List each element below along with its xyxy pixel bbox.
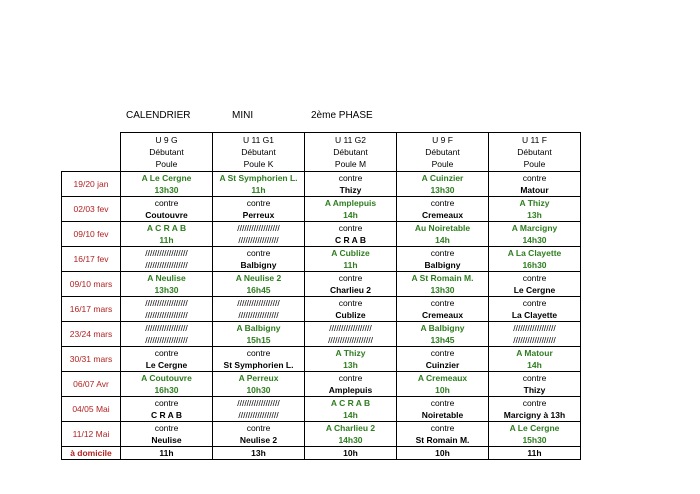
match-line-bottom: 14h30 — [338, 435, 363, 445]
date-cell: 02/03 fev — [62, 197, 121, 222]
match-cell — [213, 322, 305, 347]
match-line-top: A St Romain M. — [411, 273, 474, 283]
match-line-top: A C R A B — [146, 223, 187, 233]
match-line-bottom: Le Cergne — [145, 360, 188, 370]
match-line-bottom: 14h30 — [522, 235, 547, 245]
match-cell — [397, 322, 489, 347]
match-line-top: ////////////////// — [145, 298, 188, 308]
match-line-bottom: 14h — [343, 410, 358, 420]
match-line-top: A Charlieu 2 — [325, 423, 376, 433]
table-row — [62, 347, 581, 372]
home-time-cell: 10h — [305, 447, 397, 460]
date-cell: 09/10 fev — [62, 222, 121, 247]
match-line-top: A Matour — [516, 348, 553, 358]
match-cell — [121, 422, 213, 447]
date-cell: 06/07 Avr — [62, 372, 121, 397]
match-cell — [305, 347, 397, 372]
match-cell — [489, 372, 581, 397]
table-row — [62, 272, 581, 297]
match-line-bottom: Balbigny — [240, 260, 277, 270]
date-cell: 30/31 mars — [62, 347, 121, 372]
calendar-title: CALENDRIER — [126, 110, 191, 121]
match-line-top: A Thizy — [519, 198, 550, 208]
match-line-bottom: C R A B — [334, 235, 366, 245]
match-line-bottom: 16h30 — [522, 260, 547, 270]
match-line-top: A Le Cergne — [141, 173, 192, 183]
match-cell — [121, 197, 213, 222]
table-row — [62, 422, 581, 447]
table-row — [62, 297, 581, 322]
match-line-bottom: 15h15 — [246, 335, 271, 345]
match-cell — [305, 372, 397, 397]
match-cell — [397, 347, 489, 372]
match-line-bottom: 14h — [343, 210, 358, 220]
match-line-top: contre — [430, 423, 455, 433]
table-row — [62, 172, 581, 197]
match-cell — [397, 372, 489, 397]
match-line-bottom: 10h30 — [246, 385, 271, 395]
match-line-bottom: Thizy — [339, 185, 362, 195]
match-line-top: contre — [430, 198, 455, 208]
match-line-bottom: Thizy — [523, 385, 546, 395]
match-line-top: ////////////////// — [145, 248, 188, 258]
match-line-bottom: Charlieu 2 — [329, 285, 372, 295]
match-line-bottom: C R A B — [150, 410, 182, 420]
match-line-bottom: 13h30 — [430, 285, 455, 295]
date-cell: 09/10 mars — [62, 272, 121, 297]
match-line-top: A Amplepuis — [324, 198, 377, 208]
date-cell: 16/17 fev — [62, 247, 121, 272]
date-cell: 23/24 mars — [62, 322, 121, 347]
match-cell — [489, 172, 581, 197]
match-cell — [305, 422, 397, 447]
match-line-top: A C R A B — [330, 398, 371, 408]
match-cell — [305, 197, 397, 222]
home-times-row — [62, 447, 581, 460]
match-cell — [305, 297, 397, 322]
match-line-top: A La Clayette — [507, 248, 562, 258]
match-cell — [397, 397, 489, 422]
match-line-bottom: ///////////////// — [238, 310, 279, 320]
date-cell: 04/05 Mai — [62, 397, 121, 422]
match-line-top: A Le Cergne — [509, 423, 560, 433]
match-cell — [121, 322, 213, 347]
match-line-top: contre — [246, 198, 271, 208]
match-line-bottom: La Clayette — [511, 310, 558, 320]
match-line-bottom: 13h30 — [154, 185, 179, 195]
match-line-top: ////////////////// — [237, 223, 280, 233]
match-line-top: contre — [246, 423, 271, 433]
match-cell — [305, 272, 397, 297]
column-header: U 9 G Débutant Poule — [121, 133, 213, 172]
match-cell — [489, 422, 581, 447]
match-cell — [121, 297, 213, 322]
match-line-top: contre — [246, 248, 271, 258]
phase-title: 2ème PHASE — [311, 110, 373, 121]
match-line-top: A Balbigny — [420, 323, 465, 333]
match-cell — [489, 222, 581, 247]
header-row — [62, 133, 581, 172]
table-row — [62, 322, 581, 347]
match-line-top: contre — [430, 298, 455, 308]
match-line-top: contre — [154, 348, 179, 358]
match-line-bottom: Perreux — [242, 210, 275, 220]
match-line-bottom: 13h — [343, 360, 358, 370]
match-line-top: contre — [154, 423, 179, 433]
match-line-bottom: 13h30 — [430, 185, 455, 195]
schedule-table — [61, 132, 581, 460]
match-line-top: A St Symphorien L. — [219, 173, 298, 183]
column-header: U 11 G1 Débutant Poule K — [213, 133, 305, 172]
match-line-bottom: ////////////////// — [145, 335, 188, 345]
column-header: U 9 F Débutant Poule — [397, 133, 489, 172]
match-line-top: A Perreux — [238, 373, 279, 383]
home-time-cell: 13h — [213, 447, 305, 460]
match-cell — [489, 247, 581, 272]
match-cell — [489, 272, 581, 297]
date-cell: 11/12 Mai — [62, 422, 121, 447]
match-line-bottom: 13h45 — [430, 335, 455, 345]
table-row — [62, 197, 581, 222]
match-line-bottom: 16h45 — [246, 285, 271, 295]
match-line-top: A Cremeaux — [417, 373, 468, 383]
match-cell — [121, 372, 213, 397]
home-time-cell: 10h — [397, 447, 489, 460]
match-line-bottom: /////////////////// — [328, 335, 373, 345]
match-line-top: contre — [338, 173, 363, 183]
match-cell — [305, 397, 397, 422]
match-cell — [305, 222, 397, 247]
match-line-top: contre — [522, 373, 547, 383]
match-line-bottom: Balbigny — [424, 260, 461, 270]
match-cell — [489, 322, 581, 347]
match-line-top: contre — [430, 398, 455, 408]
match-line-top: A Coutouvre — [141, 373, 192, 383]
match-cell — [213, 297, 305, 322]
column-header: U 11 G2 Débutant Poule M — [305, 133, 397, 172]
match-cell — [213, 222, 305, 247]
match-line-bottom: Le Cergne — [513, 285, 556, 295]
match-cell — [213, 347, 305, 372]
match-line-bottom: 11h — [343, 260, 358, 270]
match-cell — [121, 247, 213, 272]
match-line-bottom: Coutouvre — [145, 210, 188, 220]
match-line-top: contre — [338, 373, 363, 383]
match-cell — [121, 272, 213, 297]
match-line-bottom: 14h — [527, 360, 542, 370]
match-line-top: contre — [338, 273, 363, 283]
match-line-bottom: 14h — [435, 235, 450, 245]
match-cell — [121, 397, 213, 422]
match-line-top: A Cuinzier — [421, 173, 464, 183]
match-line-bottom: ////////////////// — [513, 335, 556, 345]
match-line-bottom: 10h — [435, 385, 450, 395]
match-cell — [489, 347, 581, 372]
match-line-bottom: Matour — [520, 185, 549, 195]
match-cell — [213, 172, 305, 197]
match-line-bottom: ///////////////// — [238, 235, 279, 245]
date-cell: 16/17 mars — [62, 297, 121, 322]
match-line-top: ////////////////// — [237, 398, 280, 408]
match-line-top: contre — [246, 348, 271, 358]
match-line-top: ////////////////// — [513, 323, 556, 333]
match-line-bottom: St Symphorien L. — [223, 360, 294, 370]
home-time-cell: 11h — [489, 447, 581, 460]
match-line-top: contre — [154, 198, 179, 208]
match-cell — [397, 197, 489, 222]
match-cell — [305, 172, 397, 197]
match-line-bottom: St Romain M. — [415, 435, 470, 445]
match-line-bottom: 13h — [527, 210, 542, 220]
match-line-top: Au Noiretable — [414, 223, 471, 233]
match-line-bottom: Marcigny à 13h — [503, 410, 566, 420]
match-line-top: A Balbigny — [236, 323, 281, 333]
match-line-top: A Thizy — [335, 348, 366, 358]
match-cell — [397, 247, 489, 272]
match-line-top: A Cublize — [331, 248, 370, 258]
match-line-top: ////////////////// — [237, 298, 280, 308]
match-line-bottom: ///////////////// — [238, 410, 279, 420]
match-line-top: contre — [522, 273, 547, 283]
match-line-bottom: Cremeaux — [421, 210, 464, 220]
match-line-top: ////////////////// — [329, 323, 372, 333]
match-cell — [489, 397, 581, 422]
match-cell — [397, 272, 489, 297]
match-cell — [213, 197, 305, 222]
match-cell — [213, 247, 305, 272]
match-line-top: contre — [338, 298, 363, 308]
match-line-bottom: 16h30 — [154, 385, 179, 395]
match-line-top: contre — [522, 298, 547, 308]
match-cell — [213, 272, 305, 297]
match-cell — [397, 172, 489, 197]
match-line-top: A Neulise 2 — [235, 273, 282, 283]
table-row — [62, 222, 581, 247]
match-line-bottom: 11h — [159, 235, 174, 245]
match-line-bottom: Cublize — [335, 310, 366, 320]
date-cell: 19/20 jan — [62, 172, 121, 197]
match-line-bottom: Neulise 2 — [239, 435, 278, 445]
match-cell — [121, 347, 213, 372]
match-line-top: contre — [430, 348, 455, 358]
match-line-bottom: Cuinzier — [425, 360, 460, 370]
match-line-top: A Neulise — [147, 273, 186, 283]
match-line-bottom: 11h — [251, 185, 266, 195]
match-line-top: ////////////////// — [145, 323, 188, 333]
corner-cell — [62, 133, 121, 172]
match-line-bottom: Neulise — [151, 435, 182, 445]
match-cell — [397, 222, 489, 247]
match-cell — [213, 397, 305, 422]
table-row — [62, 247, 581, 272]
column-header: U 11 F Débutant Poule — [489, 133, 581, 172]
match-cell — [489, 297, 581, 322]
match-line-bottom: Noiretable — [421, 410, 464, 420]
match-cell — [489, 197, 581, 222]
table-row — [62, 372, 581, 397]
table-row — [62, 397, 581, 422]
match-line-top: contre — [338, 223, 363, 233]
match-line-top: contre — [154, 398, 179, 408]
match-cell — [213, 372, 305, 397]
match-cell — [305, 322, 397, 347]
home-time-cell: 11h — [121, 447, 213, 460]
match-line-bottom: ////////////////// — [145, 310, 188, 320]
match-line-bottom: 15h30 — [522, 435, 547, 445]
home-label: à domicile — [62, 447, 121, 460]
match-line-bottom: Cremeaux — [421, 310, 464, 320]
match-cell — [397, 297, 489, 322]
match-line-bottom: Amplepuis — [328, 385, 373, 395]
match-line-top: A Marcigny — [511, 223, 558, 233]
match-line-top: contre — [522, 173, 547, 183]
match-line-top: contre — [522, 398, 547, 408]
match-cell — [305, 247, 397, 272]
match-line-bottom: 13h30 — [154, 285, 179, 295]
match-cell — [121, 172, 213, 197]
match-cell — [121, 222, 213, 247]
match-line-bottom: ////////////////// — [145, 260, 188, 270]
category-title: MINI — [232, 110, 254, 121]
match-line-top: contre — [430, 248, 455, 258]
match-cell — [397, 422, 489, 447]
match-cell — [213, 422, 305, 447]
